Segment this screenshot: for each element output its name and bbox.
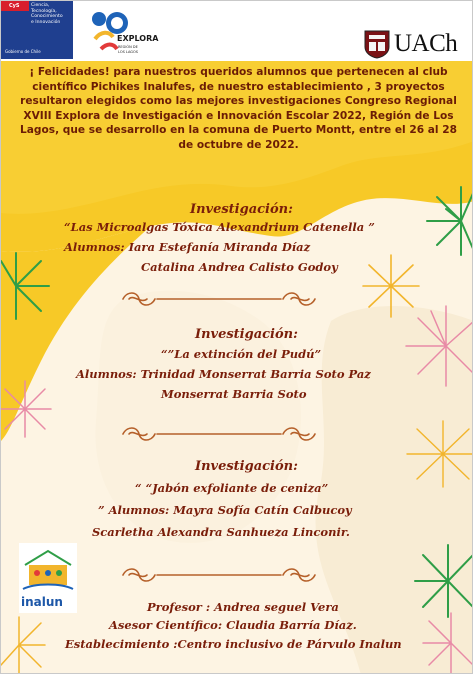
gold-firework-icon <box>1 615 46 674</box>
pink-firework-icon <box>421 611 473 674</box>
research-title: “ “Jabón exfoliante de ceniza” <box>135 481 329 495</box>
ornament-divider-icon <box>119 288 319 310</box>
intro-paragraph: ¡ Felicidades! para nuestros queridos alumnos que pertenecen al club científico Pichikes Inalufes, de nuestro establecimiento , 3 proyectos resultaron elegidos como las mejores investigaciones Congreso Regional XVIII Explora de Investigación e Innovación Escolar 2022, Región de Los Lagos, que se desarrollo en la comuna de Puerto Montt, entre el 26 al 28 de octubre de 2022. <box>20 66 457 151</box>
ministry-name: Ciencia, Tecnología, Conocimiento e Innovación <box>31 3 63 25</box>
research-heading: Investigación: <box>190 202 293 217</box>
explora-region: REGIÓN DE LOS LAGOS <box>118 45 138 54</box>
research-students: Monserrat Barria Soto <box>161 387 307 401</box>
school-credit: Establecimiento :Centro inclusivo de Párvulo Inalun <box>65 637 402 651</box>
research-students: ” Alumnos: Mayra Sofía Catín Calbucoy <box>98 503 352 517</box>
research-students: Catalina Andrea Calisto Godoy <box>141 260 338 274</box>
gobierno-logo <box>1 1 73 59</box>
gobierno-mark: CyS <box>9 3 20 9</box>
inalun-house-icon <box>19 543 77 593</box>
teacher-credit: Profesor : Andrea seguel Vera <box>147 600 339 614</box>
research-heading: Investigación: <box>195 327 298 342</box>
green-firework-icon <box>1 251 51 321</box>
green-firework-icon <box>413 541 473 621</box>
research-students: Scarletha Alexandra Sanhueza Linconir. <box>92 525 350 539</box>
inalun-logo-text: inalun <box>21 595 63 609</box>
pink-firework-icon <box>401 301 473 391</box>
advisor-credit: Asesor Científico: Claudia Barría Díaz. <box>109 618 357 632</box>
uach-logo-text: UACh <box>394 30 458 57</box>
research-heading: Investigación: <box>195 459 298 474</box>
green-firework-icon <box>421 181 473 261</box>
uach-shield-icon <box>363 29 391 59</box>
ornament-divider-icon <box>119 564 319 586</box>
header-bar <box>1 1 473 61</box>
research-students: Alumnos: Trinidad Monserrat Barria Soto Paz <box>76 367 371 381</box>
research-title: “”La extinción del Pudú” <box>161 347 322 361</box>
gobierno-label: Gobierno de Chile <box>5 49 41 54</box>
research-title: “Las Microalgas Tóxica Alexandrium Catenella ” <box>64 220 375 234</box>
ornament-divider-icon <box>119 423 319 445</box>
gold-firework-icon <box>403 419 473 489</box>
research-students: Alumnos: Iara Estefanía Miranda Díaz <box>64 240 311 254</box>
pink-firework-icon <box>1 379 53 439</box>
explora-name: EXPLORA <box>117 34 159 43</box>
